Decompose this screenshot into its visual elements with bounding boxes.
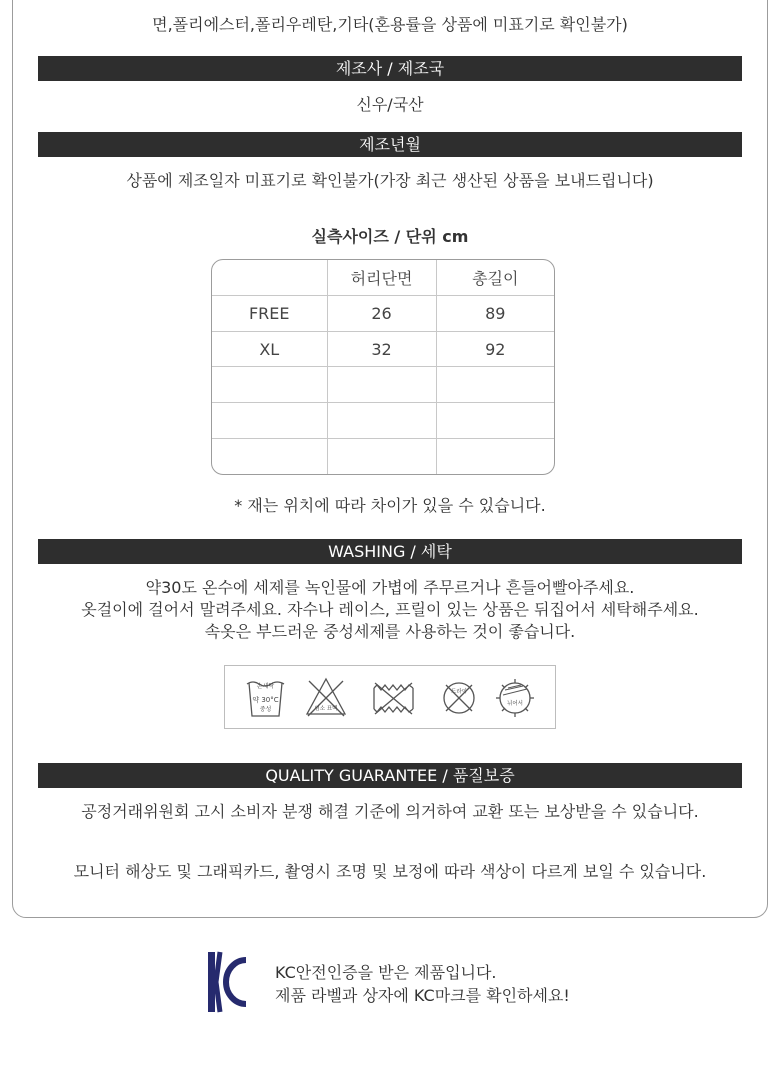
hand-wash-label: 손세탁 (256, 683, 275, 690)
size-cell (212, 438, 327, 474)
washing-header: WASHING / 세탁 (38, 539, 742, 564)
size-col-header: 허리단면 (327, 260, 436, 296)
care-icons-box (224, 665, 556, 729)
washing-line-3: 속옷은 부드러운 중성세제를 사용하는 것이 좋습니다. (204, 622, 576, 641)
table-row (212, 438, 554, 474)
no-bleach-label: 염소 표백 (314, 706, 338, 712)
hand-wash-icon (247, 682, 284, 716)
date-value: 상품에 제조일자 미표기로 확인불가(가장 최근 생산된 상품을 보내드립니다) (126, 171, 654, 190)
size-col-header: 총길이 (436, 260, 554, 296)
size-cell: 26 (327, 296, 436, 332)
size-cell: FREE (212, 296, 327, 332)
kc-line-1: KC안전인증을 받은 제품입니다. (275, 963, 497, 982)
size-cell (436, 438, 554, 474)
no-dry-clean-label: 드라이 (451, 689, 467, 695)
size-cell (436, 367, 554, 403)
size-cell: 32 (327, 331, 436, 367)
maker-header: 제조사 / 제조국 (38, 56, 742, 81)
kc-logo-icon (206, 950, 250, 1014)
table-row (212, 296, 554, 332)
washing-line-2: 옷걸이에 걸어서 말려주세요. 자수나 레이스, 프릴이 있는 상품은 뒤집어서 세탁해주세요. (81, 600, 699, 619)
dry-flat-label: 뉘어서 (507, 701, 523, 707)
dry-flat-shade-icon (496, 679, 534, 717)
no-bleach-icon (307, 679, 345, 716)
no-dry-clean-icon (444, 683, 474, 713)
hand-wash-temp: 약 30°C (252, 696, 279, 704)
hand-wash-detergent: 중성 (259, 706, 272, 713)
date-header: 제조년월 (38, 132, 742, 157)
size-table (211, 259, 555, 475)
no-wring-icon (374, 683, 413, 714)
maker-value: 신우/국산 (356, 95, 424, 114)
size-cell (327, 403, 436, 439)
size-cell: 92 (436, 331, 554, 367)
size-cell (327, 367, 436, 403)
guarantee-header: QUALITY GUARANTEE / 품질보증 (38, 763, 742, 788)
size-cell (436, 403, 554, 439)
size-table-header-row (212, 260, 554, 296)
guarantee-line-2: 모니터 해상도 및 그래픽카드, 촬영시 조명 및 보정에 따라 색상이 다르게 보일 수 있습니다. (73, 862, 707, 881)
size-col-header (212, 260, 327, 296)
guarantee-line-1: 공정거래위원회 고시 소비자 분쟁 해결 기준에 의거하여 교환 또는 보상받을 수 있습니다. (81, 802, 699, 821)
size-cell (212, 403, 327, 439)
kc-line-2: 제품 라벨과 상자에 KC마크를 확인하세요! (275, 986, 570, 1005)
size-title: 실측사이즈 / 단위 cm (311, 227, 469, 246)
table-row (212, 403, 554, 439)
size-cell: XL (212, 331, 327, 367)
washing-line-1: 약30도 온수에 세제를 녹인물에 가볍에 주무르거나 흔들어빨아주세요. (145, 578, 635, 597)
size-cell: 89 (436, 296, 554, 332)
size-cell (212, 367, 327, 403)
material-text: 면,폴리에스터,폴리우레탄,기타(혼용률을 상품에 미표기로 확인불가) (152, 15, 628, 34)
table-row (212, 331, 554, 367)
size-cell (327, 438, 436, 474)
size-note: * 재는 위치에 따라 차이가 있을 수 있습니다. (234, 496, 546, 515)
table-row (212, 367, 554, 403)
